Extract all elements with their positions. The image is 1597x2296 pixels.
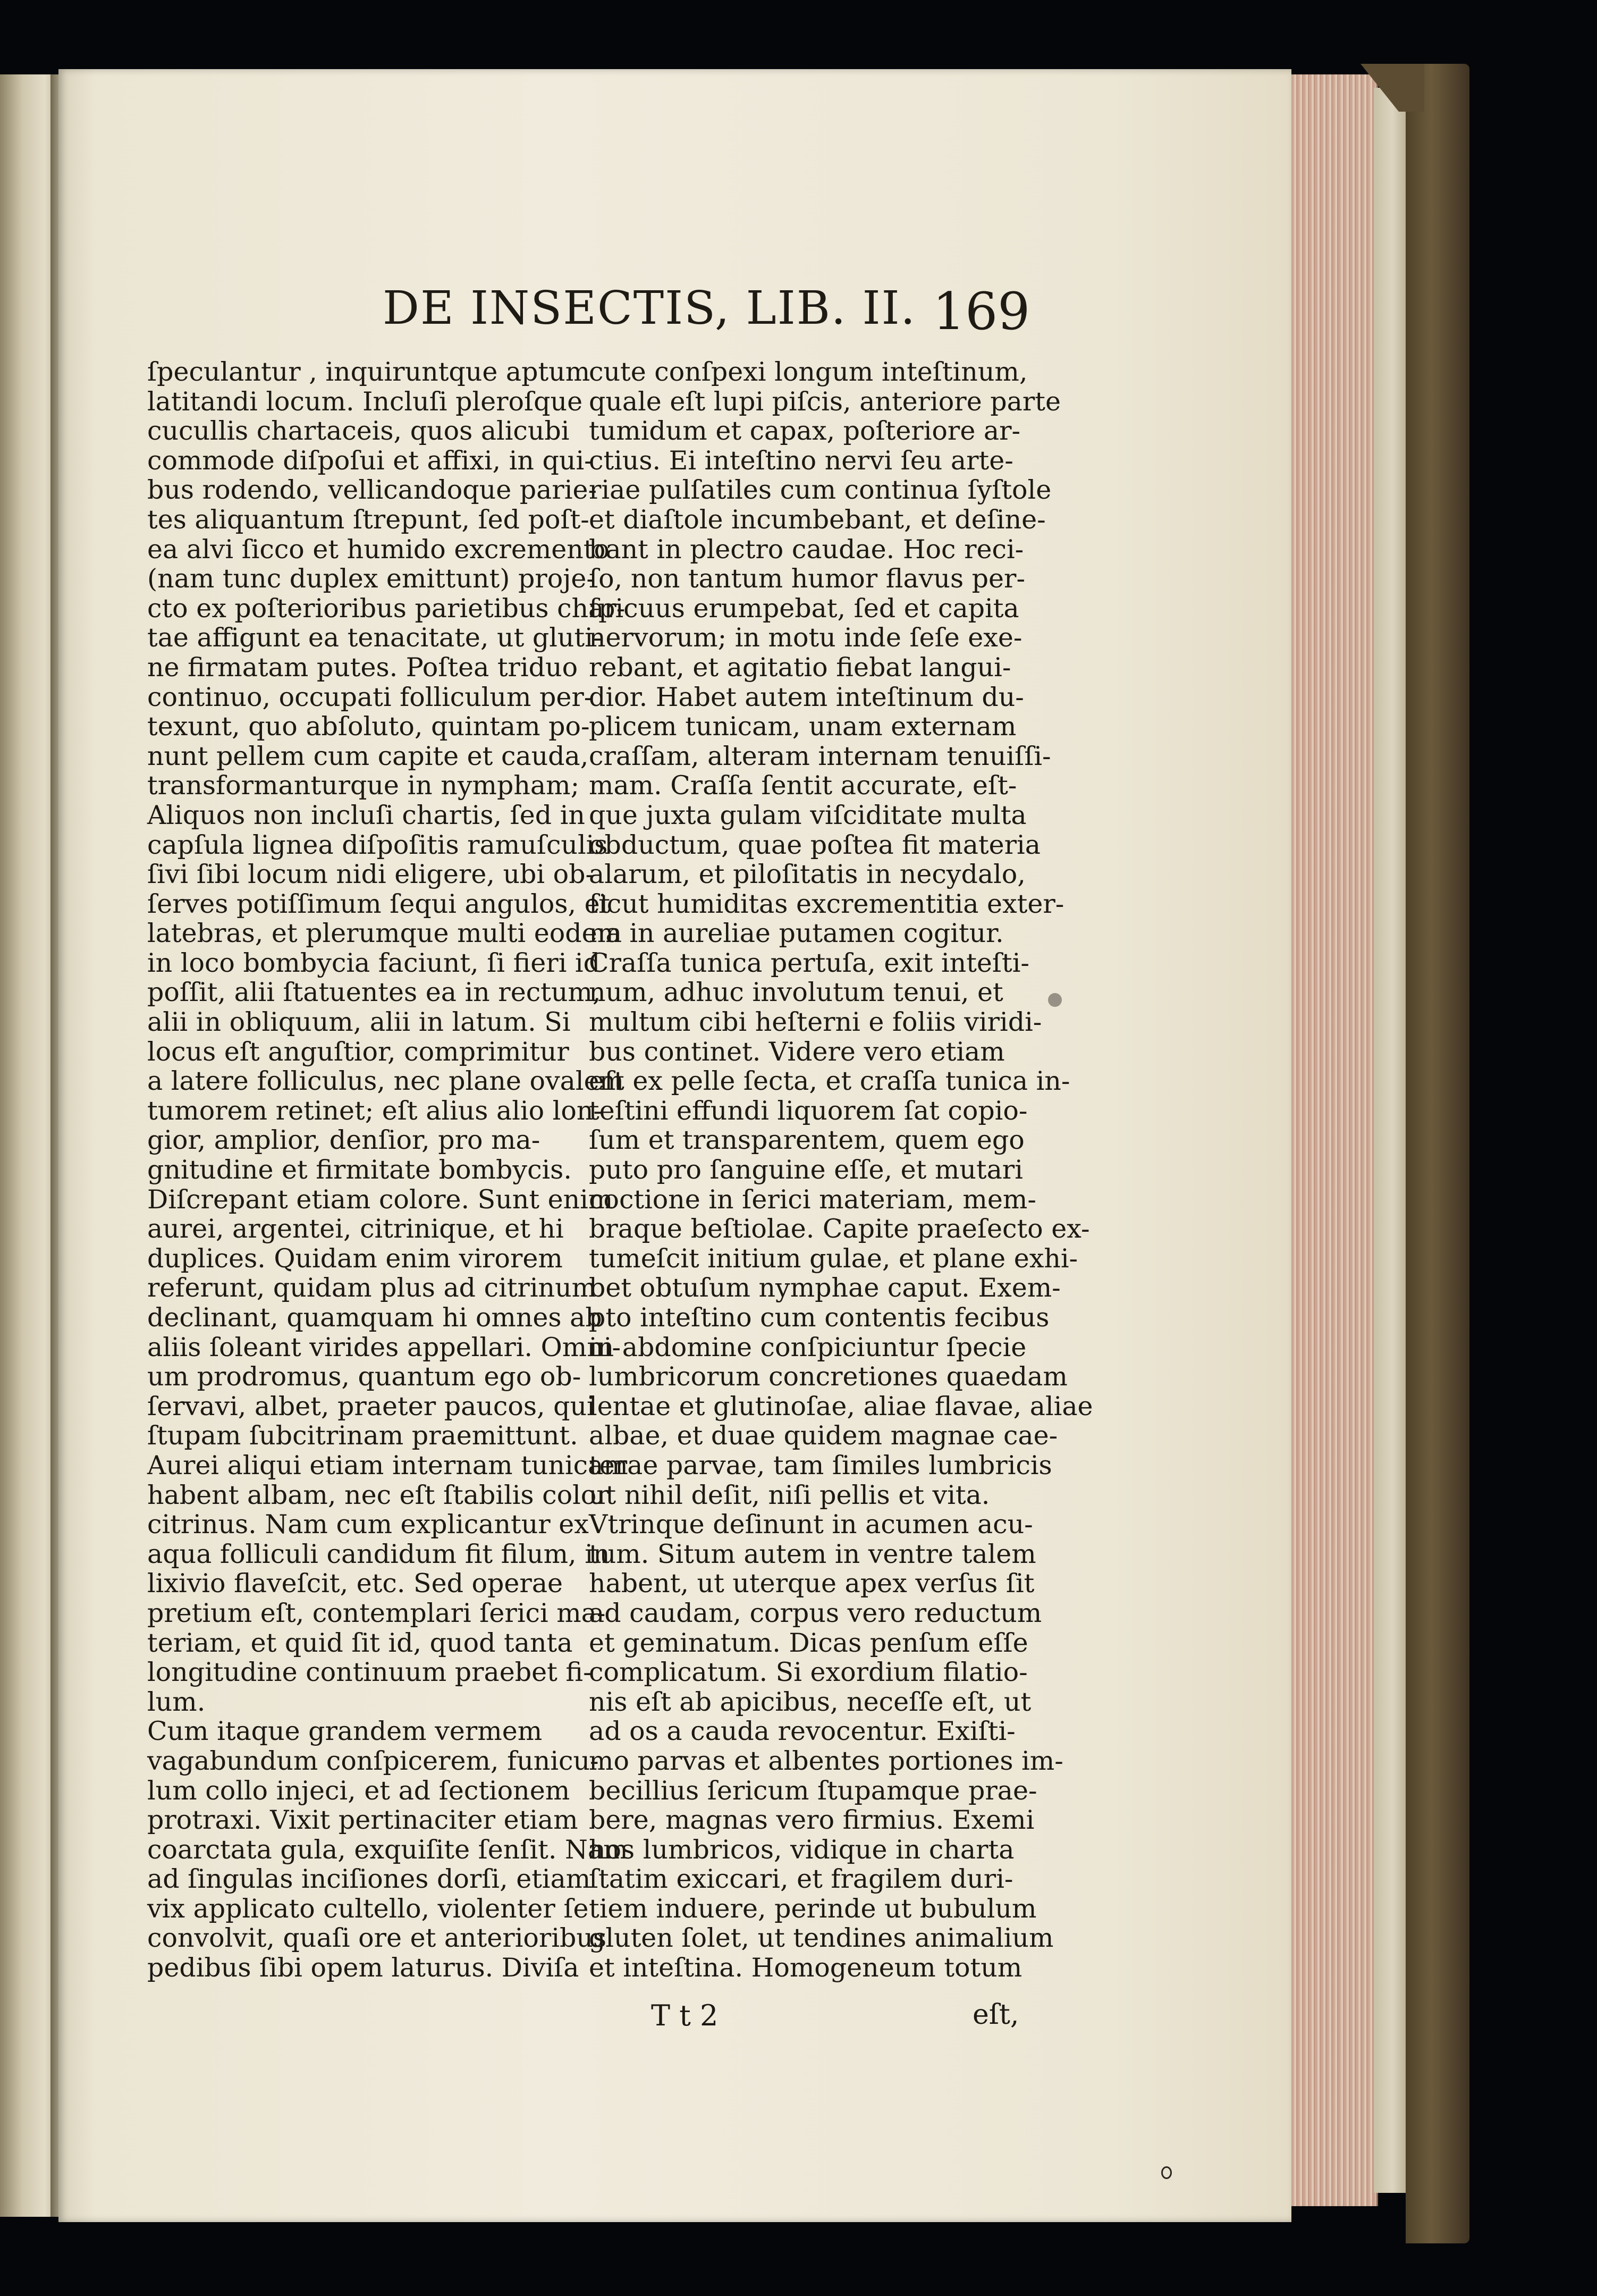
text-line: puto pro ſanguine eſſe, et mutari bbox=[589, 1155, 1023, 1185]
text-line: tes aliquantum ſtrepunt, ſed poſt- bbox=[147, 504, 589, 535]
text-line: albae, et duae quidem magnae cae- bbox=[589, 1420, 1058, 1451]
text-line: tumeſcit initium gulae, et plane exhi- bbox=[589, 1243, 1078, 1274]
text-line: nunt pellem cum capite et cauda, bbox=[147, 741, 589, 771]
text-line: mo parvas et albentes portiones im- bbox=[589, 1745, 1063, 1776]
text-line: riae pulſatiles cum continua ſyſtole bbox=[589, 475, 1052, 506]
text-line: aliis ſoleant virides appellari. Omni- bbox=[147, 1332, 621, 1363]
text-line: ſivi ſibi locum nidi eligere, ubi ob- bbox=[147, 859, 595, 890]
text-line: multum cibi heſterni e foliis viridi- bbox=[589, 1007, 1042, 1038]
text-line: nervorum; in motu inde ſeſe exe- bbox=[589, 623, 1023, 653]
text-line: in abdomine conſpiciuntur ſpecie bbox=[589, 1332, 1027, 1363]
text-line: pretium eſt, contemplari ſerici ma- bbox=[147, 1597, 606, 1628]
text-line: bus rodendo, vellicandoque parie- bbox=[147, 475, 597, 506]
margin-ink-spot bbox=[1048, 993, 1062, 1007]
text-line: ſtatim exiccari, et fragilem duri- bbox=[589, 1864, 1013, 1895]
text-line: latebras, et plerumque multi eodem bbox=[147, 918, 622, 949]
page-fore-edge bbox=[1281, 74, 1378, 2206]
text-line: ad ſingulas inciſiones dorſi, etiam bbox=[147, 1864, 591, 1895]
text-line: locus eſt anguſtior, comprimitur bbox=[147, 1036, 569, 1067]
running-head: DE INSECTIS, LIB. II. bbox=[383, 282, 916, 335]
text-line: lum. bbox=[147, 1686, 206, 1717]
right-text-column bbox=[589, 357, 1093, 1983]
text-line: alarum, et piloſitatis in necydalo, bbox=[589, 859, 1026, 890]
text-line: aqua folliculi candidum fit filum, in bbox=[147, 1538, 610, 1569]
text-line: ut nihil deſit, niſi pellis et vita. bbox=[589, 1479, 990, 1510]
text-line: cto ex poſterioribus parietibus char- bbox=[147, 593, 626, 624]
text-line: quale eſt lupi piſcis, anteriore parte bbox=[589, 386, 1061, 417]
text-line: in loco bombycia faciunt, ſi fieri id bbox=[147, 947, 600, 978]
text-line: tumidum et capax, poſteriore ar- bbox=[589, 416, 1021, 447]
text-line: um prodromus, quantum ego ob- bbox=[147, 1361, 581, 1392]
text-line: ſum et transparentem, quem ego bbox=[589, 1125, 1025, 1156]
text-line: bant in plectro caudae. Hoc reci- bbox=[589, 534, 1024, 565]
text-line: lumbricorum concretiones quaedam bbox=[589, 1361, 1068, 1392]
book-cover-board bbox=[1406, 64, 1469, 2243]
text-line: declinant, quamquam hi omnes ab bbox=[147, 1302, 602, 1333]
text-line: lixivio flaveſcit, etc. Sed operae bbox=[147, 1568, 563, 1599]
text-line: ſpeculantur , inquiruntque aptum bbox=[147, 357, 590, 387]
text-line: tum. Situm autem in ventre talem bbox=[589, 1538, 1036, 1569]
text-line: habent albam, nec eſt ſtabilis color bbox=[147, 1479, 609, 1510]
text-line: texunt, quo abſoluto, quintam po- bbox=[147, 711, 590, 742]
text-line: ad os a cauda revocentur. Exiſti- bbox=[589, 1716, 1016, 1747]
text-line: pedibus ſibi opem laturus. Diviſa bbox=[147, 1953, 579, 1983]
text-line: Craſſa tunica pertuſa, exit inteſti- bbox=[589, 947, 1029, 978]
text-line: et geminatum. Dicas penſum eſſe bbox=[589, 1627, 1028, 1658]
text-line: ctius. Ei inteſtino nervi ſeu arte- bbox=[589, 445, 1013, 476]
text-line: ſerves potiſſimum ſequi angulos, et bbox=[147, 888, 611, 919]
page-number: 169 bbox=[933, 282, 1030, 341]
text-line: terae parvae, tam ſimiles lumbricis bbox=[589, 1450, 1052, 1481]
text-line: bet obtuſum nymphae caput. Exem- bbox=[589, 1273, 1061, 1303]
text-line: vagabundum conſpicerem, funicu- bbox=[147, 1745, 599, 1776]
text-line: rebant, et agitatio fiebat langui- bbox=[589, 652, 1011, 683]
text-line: craſſam, alteram internam tenuiſſi- bbox=[589, 741, 1051, 771]
text-line: teriam, et quid ſit id, quod tanta bbox=[147, 1627, 573, 1658]
text-line: duplices. Quidam enim virorem bbox=[147, 1243, 563, 1274]
text-line: ſtupam ſubcitrinam praemittunt. bbox=[147, 1420, 578, 1451]
text-line: capſula lignea diſpoſitis ramuſculis bbox=[147, 829, 608, 860]
text-line: poſſit, alii ſtatuentes ea in rectum, bbox=[147, 977, 601, 1008]
text-line: ea alvi ſicco et humido excremento bbox=[147, 534, 610, 565]
catchword: eſt, bbox=[973, 1999, 1019, 2031]
text-line: coarctata gula, exquiſite ſenſit. Nam bbox=[147, 1834, 628, 1865]
text-line: gluten ſolet, ut tendines animalium bbox=[589, 1923, 1054, 1954]
text-line: longitudine continuum praebet fi- bbox=[147, 1657, 592, 1688]
text-line: convolvit, quaſi ore et anterioribus bbox=[147, 1923, 607, 1954]
text-line: et diaſtole incumbebant, et deſine- bbox=[589, 504, 1046, 535]
previous-page-edge bbox=[0, 74, 56, 2217]
text-line: ne firmatam putes. Poſtea triduo bbox=[147, 652, 578, 683]
text-line: dior. Habet autem inteſtinum du- bbox=[589, 682, 1024, 712]
text-line: continuo, occupati folliculum per- bbox=[147, 682, 593, 712]
text-line: teſtini effundi liquorem ſat copio- bbox=[589, 1095, 1028, 1126]
text-line: referunt, quidam plus ad citrinum bbox=[147, 1273, 597, 1303]
text-line: plicem tunicam, unam externam bbox=[589, 711, 1017, 742]
text-line: ad caudam, corpus vero reductum bbox=[589, 1597, 1042, 1628]
text-line: gnitudine et firmitate bombycis. bbox=[147, 1155, 572, 1185]
text-line: na in aureliae putamen cogitur. bbox=[589, 918, 1004, 949]
text-line: aurei, argentei, citrinique, et hi bbox=[147, 1214, 564, 1244]
text-line: ſo, non tantum humor flavus per- bbox=[589, 564, 1026, 594]
text-line: mam. Craſſa ſentit accurate, eſt- bbox=[589, 770, 1017, 801]
text-line: que juxta gulam viſciditate multa bbox=[589, 800, 1027, 830]
text-line: commode diſpoſui et affixi, in qui- bbox=[147, 445, 593, 476]
text-line: et inteſtina. Homogeneum totum bbox=[589, 1953, 1023, 1983]
text-line: Diſcrepant etiam colore. Sunt enim bbox=[147, 1184, 613, 1215]
text-line: complicatum. Si exordium filatio- bbox=[589, 1657, 1028, 1688]
text-line: alii in obliquum, alii in latum. Si bbox=[147, 1007, 571, 1038]
text-line: ſervavi, albet, praeter paucos, qui bbox=[147, 1391, 595, 1422]
text-line: Vtrinque deſinunt in acumen acu- bbox=[589, 1509, 1033, 1540]
text-line: ſicut humiditas excrementitia exter- bbox=[589, 888, 1064, 919]
text-line: citrinus. Nam cum explicantur ex bbox=[147, 1509, 589, 1540]
text-line: Cum itaque grandem vermem bbox=[147, 1716, 543, 1747]
text-line: nis eſt ab apicibus, neceſſe eſt, ut bbox=[589, 1686, 1032, 1717]
text-line: hos lumbricos, vidique in charta bbox=[589, 1834, 1015, 1865]
text-line: braque beſtiolae. Capite praeſecto ex- bbox=[589, 1214, 1090, 1244]
text-line: tae affigunt ea tenacitate, ut gluti- bbox=[147, 623, 602, 653]
signature-mark: T t 2 bbox=[651, 1999, 719, 2032]
text-line: eſt ex pelle ſecta, et craſſa tunica in- bbox=[589, 1066, 1070, 1097]
text-line: obductum, quae poſtea fit materia bbox=[589, 829, 1041, 860]
text-line: protraxi. Vixit pertinaciter etiam bbox=[147, 1805, 578, 1836]
text-line: becillius ſericum ſtupamque prae- bbox=[589, 1775, 1037, 1806]
text-line: lum collo injeci, et ad ſectionem bbox=[147, 1775, 570, 1806]
text-line: habent, ut uterque apex verſus ſit bbox=[589, 1568, 1035, 1599]
text-line: lentae et glutinoſae, aliae flavae, aliae bbox=[589, 1391, 1093, 1422]
text-line: tumorem retinet; eſt alius alio lon- bbox=[147, 1095, 602, 1126]
text-line: Aurei aliqui etiam internam tunicam bbox=[147, 1450, 628, 1481]
text-line: a latere folliculus, nec plane ovalem bbox=[147, 1066, 624, 1097]
text-line: ſpicuus erumpebat, ſed et capita bbox=[589, 593, 1019, 624]
text-line: vix applicato cultello, violenter ſe bbox=[147, 1893, 589, 1924]
text-line: cute conſpexi longum inteſtinum, bbox=[589, 357, 1028, 387]
text-line: bus continet. Videre vero etiam bbox=[589, 1036, 1005, 1067]
text-line: (nam tunc duplex emittunt) proje- bbox=[147, 564, 595, 594]
left-text-column bbox=[147, 357, 628, 1983]
text-line: coctione in ſerici materiam, mem- bbox=[589, 1184, 1036, 1215]
text-line: tiem induere, perinde ut bubulum bbox=[589, 1893, 1037, 1924]
text-line: cucullis chartaceis, quos alicubi bbox=[147, 416, 570, 447]
text-line: transformanturque in nympham; bbox=[147, 770, 580, 801]
text-line: latitandi locum. Incluſi pleroſque bbox=[147, 386, 583, 417]
page-corner-mark bbox=[1161, 2166, 1172, 2179]
text-line: bere, magnas vero firmius. Exemi bbox=[589, 1805, 1035, 1836]
text-line: num, adhuc involutum tenui, et bbox=[589, 977, 1003, 1008]
text-line: Aliquos non incluſi chartis, ſed in bbox=[147, 800, 585, 830]
text-line: gior, amplior, denſior, pro ma- bbox=[147, 1125, 540, 1156]
text-line: pto inteſtino cum contentis fecibus bbox=[589, 1302, 1050, 1333]
